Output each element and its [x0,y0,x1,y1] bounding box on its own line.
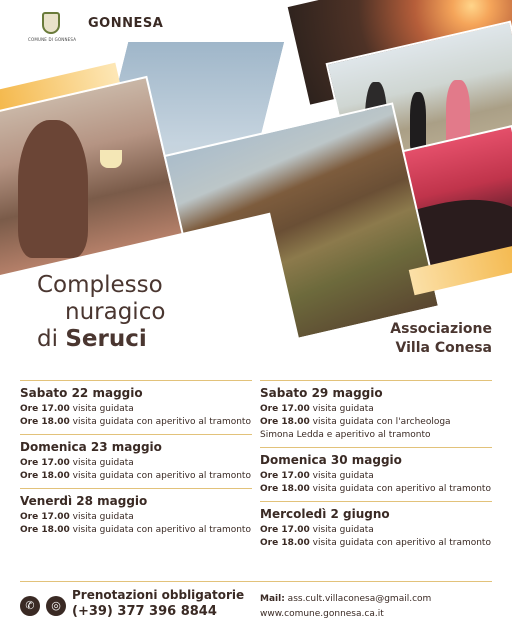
phone-icon[interactable]: ✆ [20,596,40,616]
mail-address[interactable]: ass.cult.villaconesa@gmail.com [284,594,432,604]
event-time: Ore 17.00 [20,458,70,468]
event-description: visita guidata con l'archeologa [309,417,451,427]
event-day: Domenica 23 maggio [20,440,162,454]
event-line [20,403,252,416]
event-block [260,447,492,496]
mail-line [260,592,431,607]
event-description: visita guidata [309,404,374,414]
woman-figure [18,120,88,258]
contact-info [260,592,431,622]
event-block [260,380,492,442]
event-line [260,537,492,550]
event-day: Venerdì 28 maggio [20,494,148,508]
association-name [390,320,492,358]
event-description: visita guidata con aperitivo al tramonto [69,417,251,427]
event-line [20,457,252,470]
event-time: Ore 17.00 [260,404,310,414]
booking-phone[interactable]: (+39) 377 396 8844 [72,604,217,619]
event-time: Ore 18.00 [260,417,310,427]
gonnesa-logo: GONNESA [88,16,164,31]
association-line-1: Associazione [390,321,492,337]
event-description: visita guidata con aperitivo al tramonto [309,538,491,548]
event-line [260,483,492,496]
event-description: visita guidata [69,404,134,414]
event-day: Sabato 29 maggio [260,386,383,400]
event-line [20,416,252,429]
whatsapp-icon[interactable]: ◎ [46,596,66,616]
event-description: visita guidata [309,525,374,535]
event-block [20,488,252,537]
event-description: visita guidata con aperitivo al tramonto [309,484,491,494]
title-line-2: nuragico [65,299,166,325]
event-time: Ore 18.00 [20,525,70,535]
schedule-right-column [260,380,492,555]
title-site-name: Seruci [65,326,147,352]
footer-divider [20,581,492,582]
event-time: Ore 17.00 [260,471,310,481]
booking-label: Prenotazioni obbligatorie [72,588,245,602]
event-day: Sabato 22 maggio [20,386,143,400]
event-description: visita guidata con aperitivo al tramonto [69,471,251,481]
event-line [260,524,492,537]
event-time: Ore 17.00 [20,404,70,414]
event-line [260,403,492,416]
event-time: Ore 18.00 [260,484,310,494]
event-time: Ore 18.00 [20,417,70,427]
title-prefix: di [37,326,66,352]
association-line-2: Villa Conesa [395,340,492,356]
event-description: visita guidata con aperitivo al tramonto [69,525,251,535]
event-description: Simona Ledda e aperitivo al tramonto [260,430,431,440]
event-day: Domenica 30 maggio [260,453,402,467]
event-description: visita guidata [69,512,134,522]
event-line [20,524,252,537]
event-block [20,380,252,429]
event-block [20,434,252,483]
event-day: Mercoledì 2 giugno [260,507,390,521]
event-time: Ore 18.00 [260,538,310,548]
event-line [260,429,492,442]
event-line [260,416,492,429]
header-logos [0,0,512,50]
page-title [37,272,165,353]
title-line-3 [37,326,165,353]
title-line-1: Complesso [37,272,163,298]
booking-info [72,588,244,619]
municipal-crest-icon [42,12,60,34]
event-description: visita guidata [69,458,134,468]
event-line [20,511,252,524]
event-time: Ore 17.00 [20,512,70,522]
event-line [20,470,252,483]
event-description: visita guidata [309,471,374,481]
event-time: Ore 18.00 [20,471,70,481]
event-line [260,470,492,483]
crest-caption: COMUNE DI GONNESA [28,37,77,42]
wine-glass [100,150,122,168]
visitor-figure [410,92,426,150]
event-block [260,501,492,550]
website-link[interactable]: www.comune.gonnesa.ca.it [260,609,384,619]
schedule-left-column [20,380,252,542]
event-time: Ore 17.00 [260,525,310,535]
mail-label: Mail: [260,594,285,604]
